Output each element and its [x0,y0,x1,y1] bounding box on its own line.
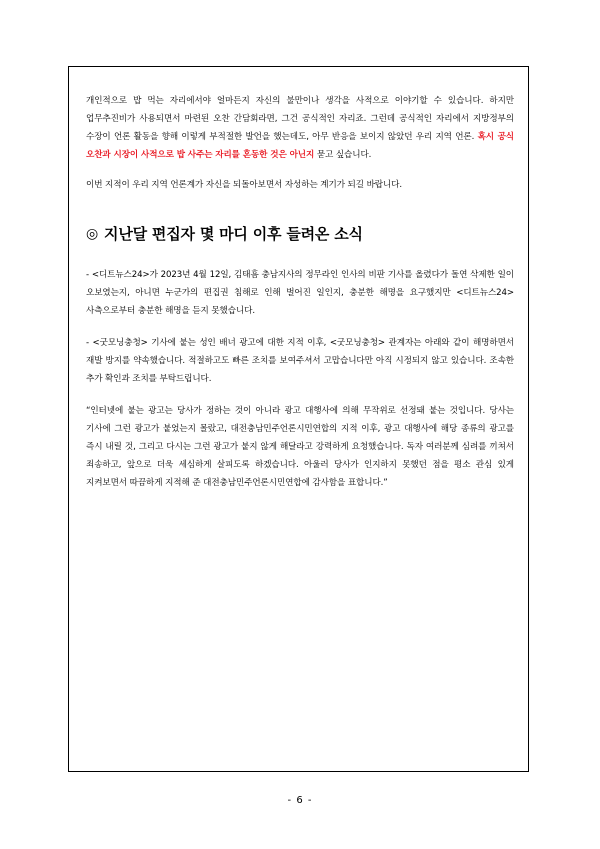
bullseye-icon: ◎ [86,226,99,242]
news-item-ditnews: - <디트뉴스24>가 2023년 4월 12일, 김태흠 충남지사의 정무라인 인사의 비판 기사를 올렸다가 돌연 삭제한 일이 오보였는지, 아니면 누군가의 편집권 침해로 인해 벌어진 일인지, 충분한 해명을 요구했지만 <디트뉴스24> 사측으로부터 충분한 해명을 듣지 못했습니다. [86,270,514,316]
intro-text: 개인적으로 밥 먹는 자리에서야 얼마든지 자신의 불만이나 생각을 사적으로 이야기할 수 있습니다. 하지만 업무추진비가 사용되면서 마련된 오찬 간담회라면, 그건 공식적인 자리죠. 그런데 공식적인 자리에서 지방정부의 수장이 언론 활동을 향해 이렇게 부적절한 발언을 했는데도, 아무 반응을 보이지 않았던 우리 지역 언론. [86,96,514,142]
page-number: - 6 - [287,795,313,806]
document-body [86,92,514,492]
section-heading [86,224,514,244]
quoted-statement: “인터넷에 붙는 광고는 당사가 정하는 것이 아니라 광고 대행사에 의해 무작위로 선정돼 붙는 것입니다. 당사는 기사에 그런 광고가 붙었는지 몰랐고, 대전충남민주언론시민연합의 지적 이후, 광고 대행사에 해당 종류의 광고를 즉시 내릴 것, 그리고 다시는 그런 광고가 붙지 않게 해달라고 강력하게 요청했습니다. 독자 여러분께 심려를 끼쳐서 죄송하고, 앞으로 더욱 세심하게 살피도록 하겠습니다. 아울러 당사가 인지하지 못했던 점을 평소 관심 있게 지켜보면서 따끔하게 지적해 준 대전충남민주언론시민연합에 감사함을 표합니다.” [86,406,514,488]
section-title: 지난달 편집자 몇 마디 이후 들려온 소식 [104,225,363,243]
highlighted-question: 혹시 공식 오찬과 시장이 사적으로 밥 사주는 자리를 혼동한 것은 아닌지 [86,132,514,160]
intro-text-end: 묻고 싶습니다. [314,150,372,160]
intro-paragraph-1 [86,92,514,164]
news-item-goodmorning: - <굿모닝충청> 기사에 붙는 성인 배너 광고에 대한 지적 이후, <굿모닝충청> 관계자는 아래와 같이 해명하면서 재발 방지를 약속했습니다. 적절하고도 빠른 조치를 보여주셔서 고맙습니다만 아직 시정되지 않고 있습니다. 조속한 추가 확인과 조치를 부탁드립니다. [86,338,514,384]
intro-paragraph-2: 이번 지적이 우리 지역 언론계가 자신을 되돌아보면서 자성하는 계기가 되길 바랍니다. [86,180,403,190]
